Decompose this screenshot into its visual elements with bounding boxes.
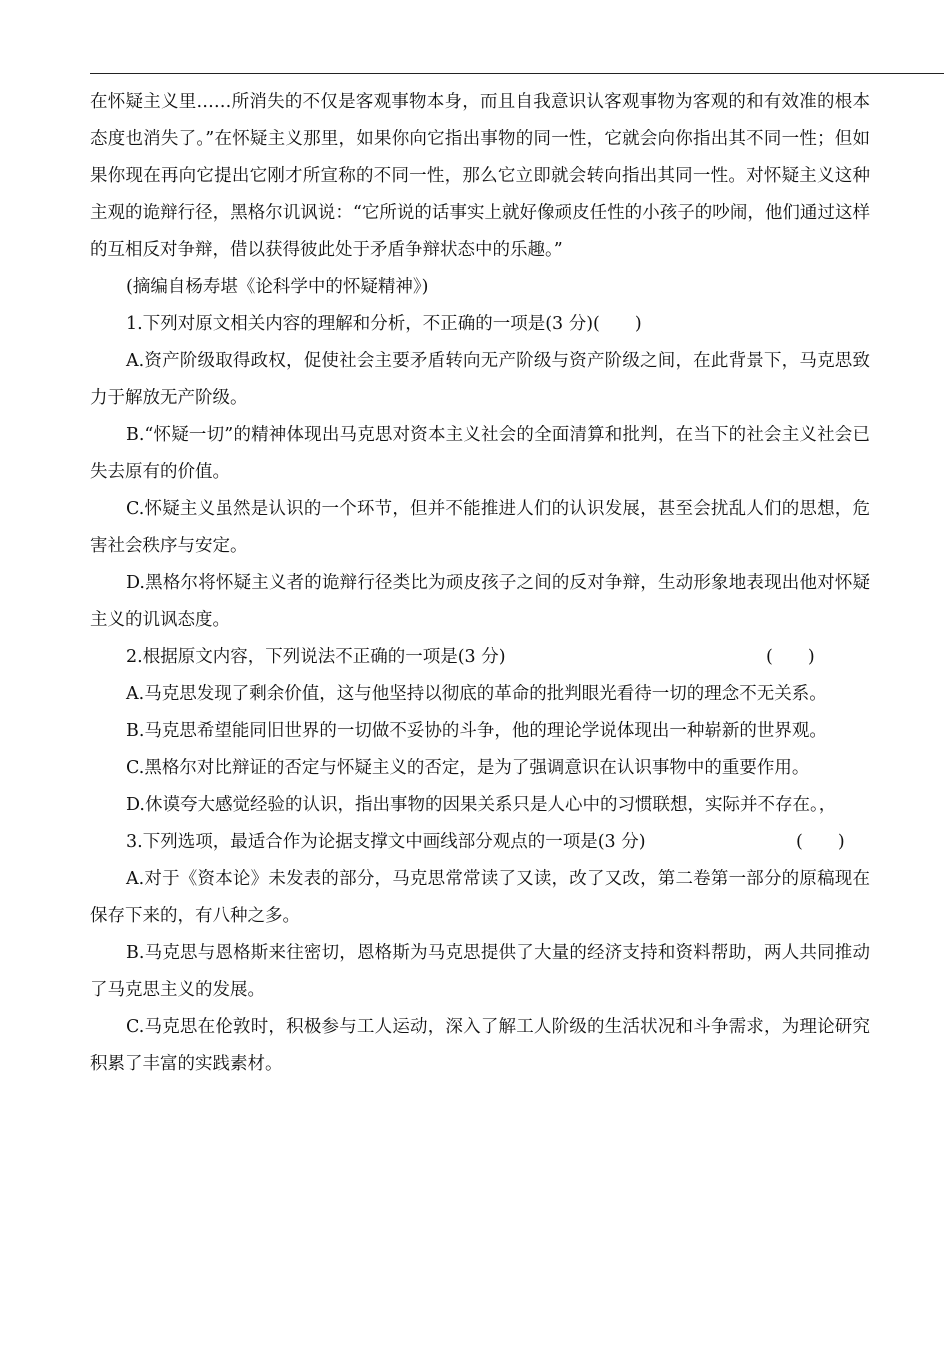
question-1-option-a[interactable]: A.资产阶级取得政权，促使社会主要矛盾转向无产阶级与资产阶级之间，在此背景下，马克思致力于解放无产阶级。 [90,351,870,408]
question-2-answer-blank: ( ) [766,647,815,667]
question-3-option-a[interactable]: A.对于《资本论》未发表的部分，马克思常常读了又读，改了又改，第二卷第一部分的原稿现在保存下来的，有八种之多。 [90,869,870,926]
question-2-option-b[interactable]: B.马克思希望能同旧世界的一切做不妥协的斗争，他的理论学说体现出一种崭新的世界观。 [126,721,827,741]
exam-page [90,84,870,1083]
question-1-option-c[interactable]: C.怀疑主义虽然是认识的一个环节，但并不能推进人们的认识发展，甚至会扰乱人们的思想，危害社会秩序与安定。 [90,499,870,556]
question-2-option-d[interactable]: D.休谟夸大感觉经验的认识，指出事物的因果关系只是人心中的习惯联想，实际并不存在。， [126,795,837,815]
question-2-stem: 2.根据原文内容，下列说法不正确的一项是(3 分) [126,647,506,667]
question-2-option-c[interactable]: C.黑格尔对比辩证的否定与怀疑主义的否定，是为了强调意识在认识事物中的重要作用。 [126,758,810,778]
question-1-stem: 1.下列对原文相关内容的理解和分析，不正确的一项是(3 分)( ) [126,314,642,334]
question-1-option-b[interactable]: B.“怀疑一切”的精神体现出马克思对资本主义社会的全面清算和批判，在当下的社会主义社会已失去原有的价值。 [90,425,870,482]
question-2-row [90,639,870,676]
source-citation: (摘编自杨寿堪《论科学中的怀疑精神》) [126,277,429,297]
question-1-option-d[interactable]: D.黑格尔将怀疑主义者的诡辩行径类比为顽皮孩子之间的反对争辩，生动形象地表现出他对怀疑主义的讥讽态度。 [90,573,870,630]
question-3-answer-blank: ( ) [796,832,845,852]
question-2-option-a[interactable]: A.马克思发现了剩余价值，这与他坚持以彻底的革命的批判眼光看待一切的理念不无关系。 [126,684,827,704]
question-3-option-b[interactable]: B.马克思与恩格斯来往密切，恩格斯为马克思提供了大量的经济支持和资料帮助，两人共同推动了马克思主义的发展。 [90,943,870,1000]
header-rule [90,73,944,74]
question-3-option-c[interactable]: C.马克思在伦敦时，积极参与工人运动，深入了解工人阶级的生活状况和斗争需求，为理论研究积累了丰富的实践素材。 [90,1017,870,1074]
question-3-row [90,824,870,861]
question-3-stem: 3.下列选项，最适合作为论据支撑文中画线部分观点的一项是(3 分) [126,832,646,852]
passage-paragraph: 在怀疑主义里……所消失的不仅是客观事物本身，而且自我意识认客观事物为客观的和有效准的根本态度也消失了。”在怀疑主义那里，如果你向它指出事物的同一性，它就会向你指出其不同一性；但如果你现在再向它提出它刚才所宣称的不同一性，那么它立即就会转向指出其同一性。对怀疑主义这种主观的诡辩行径，黑格尔讥讽说：“它所说的话事实上就好像顽皮任性的小孩子的吵闹，他们通过这样的互相反对争辩，借以获得彼此处于矛盾争辩状态中的乐趣。” [90,92,870,260]
